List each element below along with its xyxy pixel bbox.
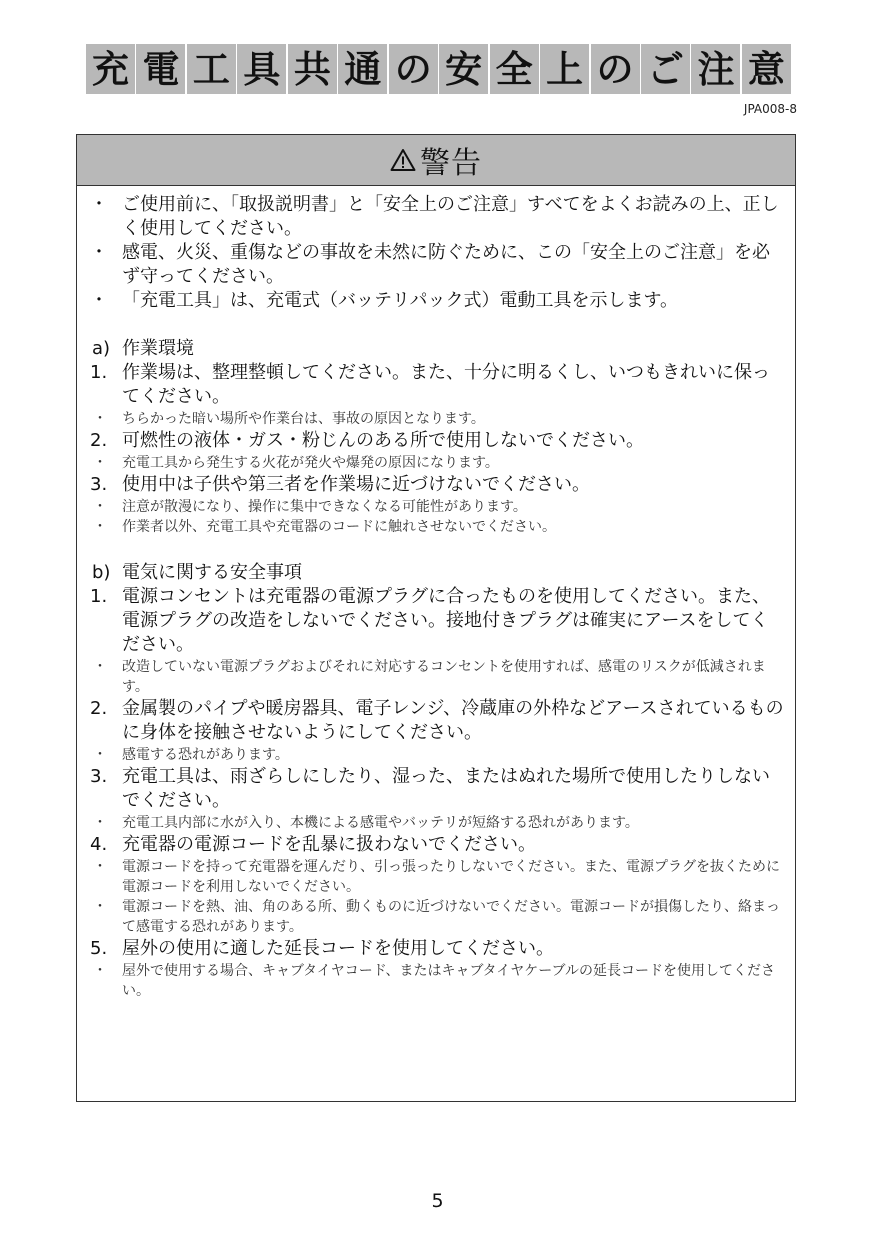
item-number: 2. [90, 430, 108, 451]
title-char: 具 [237, 44, 286, 94]
title-char: 安 [439, 44, 488, 94]
item-text: 使用中は子供や第三者を作業場に近づけないでください。 [122, 474, 590, 495]
title-char: 電 [136, 44, 185, 94]
item-text: 可燃性の液体・ガス・粉じんのある所で使用しないでください。 [122, 430, 644, 451]
bullet-marker: ・ [90, 194, 108, 215]
intro-item [89, 193, 784, 241]
note-marker: ・ [93, 859, 107, 875]
bullet-marker: ・ [90, 290, 108, 311]
warning-box [76, 134, 796, 1102]
section-marker: b) [92, 562, 111, 583]
item-text: 充電工具は、雨ざらしにしたり、湿った、またはぬれた場所で使用したりしないでください。 [122, 766, 770, 811]
numbered-item [89, 429, 784, 453]
note-marker: ・ [93, 963, 107, 979]
note-text: ちらかった暗い場所や作業台は、事故の原因となります。 [122, 411, 485, 427]
title-char: 全 [490, 44, 539, 94]
note-item [89, 813, 784, 833]
note-item [89, 745, 784, 765]
numbered-item [89, 937, 784, 961]
title-char: 工 [187, 44, 236, 94]
item-text: 充電器の電源コードを乱暴に扱わないでください。 [122, 834, 536, 855]
note-text: 充電工具から発生する火花が発火や爆発の原因になります。 [122, 455, 499, 471]
note-item [89, 857, 784, 897]
intro-text: 「充電工具」は、充電式（バッテリパック式）電動工具を示します。 [122, 290, 679, 311]
title-char: 充 [86, 44, 135, 94]
section-marker: a) [92, 338, 111, 359]
warning-triangle-icon [390, 148, 416, 172]
note-marker: ・ [93, 899, 107, 915]
item-text: 作業場は、整理整頓してください。また、十分に明るくし、いつもきれいに保ってください。 [122, 362, 770, 407]
note-marker: ・ [93, 747, 107, 763]
section-heading [89, 337, 784, 361]
note-text: 感電する恐れがあります。 [122, 747, 289, 763]
note-item [89, 497, 784, 517]
note-marker: ・ [93, 411, 107, 427]
note-marker: ・ [93, 455, 107, 471]
note-marker: ・ [93, 499, 107, 515]
document-code: JPA008-8 [743, 102, 797, 116]
numbered-item [89, 765, 784, 813]
intro-text: 感電、火災、重傷などの事故を未然に防ぐために、この「安全上のご注意」を必ず守ってください。 [122, 242, 770, 287]
title-char: ご [641, 44, 690, 94]
note-marker: ・ [93, 815, 107, 831]
note-marker: ・ [93, 519, 107, 535]
note-text: 電源コードを持って充電器を運んだり、引っ張ったりしないでください。また、電源プラグを抜くために電源コードを利用しないでください。 [122, 859, 780, 895]
page-title [86, 44, 791, 94]
item-text: 屋外の使用に適した延長コードを使用してください。 [122, 938, 554, 959]
numbered-item [89, 473, 784, 497]
title-char: の [389, 44, 438, 94]
item-number: 1. [90, 586, 108, 607]
note-text: 作業者以外、充電工具や充電器のコードに触れさせないでください。 [122, 519, 556, 535]
warning-title: 警告 [420, 146, 482, 181]
warning-header [77, 135, 795, 186]
bullet-marker: ・ [90, 242, 108, 263]
title-char: の [591, 44, 640, 94]
numbered-item [89, 833, 784, 857]
note-text: 屋外で使用する場合、キャブタイヤコード、またはキャブタイヤケーブルの延長コードを使用してください。 [122, 963, 775, 999]
title-char: 通 [338, 44, 387, 94]
item-number: 5. [90, 938, 108, 959]
item-text: 電源コンセントは充電器の電源プラグに合ったものを使用してください。また、電源プラグの改造をしないでください。接地付きプラグは確実にアースをしてください。 [122, 586, 770, 655]
title-char: 意 [742, 44, 791, 94]
section-title: 作業環境 [122, 338, 194, 359]
note-text: 注意が散漫になり、操作に集中できなくなる可能性があります。 [122, 499, 527, 515]
section-title: 電気に関する安全事項 [122, 562, 302, 583]
title-char: 共 [288, 44, 337, 94]
numbered-item [89, 697, 784, 745]
note-text: 改造していない電源プラグおよびそれに対応するコンセントを使用すれば、感電のリスクが低減されます。 [122, 659, 766, 695]
item-number: 3. [90, 474, 108, 495]
item-number: 3. [90, 766, 108, 787]
note-item [89, 517, 784, 537]
note-item [89, 657, 784, 697]
note-item [89, 409, 784, 429]
item-number: 2. [90, 698, 108, 719]
title-char: 上 [540, 44, 589, 94]
intro-item [89, 241, 784, 289]
note-marker: ・ [93, 659, 107, 675]
item-number: 1. [90, 362, 108, 383]
note-item [89, 897, 784, 937]
note-text: 電源コードを熱、油、角のある所、動くものに近づけないでください。電源コードが損傷したり、絡まって感電する恐れがあります。 [122, 899, 780, 935]
numbered-item [89, 585, 784, 657]
numbered-item [89, 361, 784, 409]
intro-item [89, 289, 784, 313]
note-item [89, 961, 784, 1001]
note-item [89, 453, 784, 473]
title-char: 注 [691, 44, 740, 94]
note-text: 充電工具内部に水が入り、本機による感電やバッテリが短絡する恐れがあります。 [122, 815, 639, 831]
intro-text: ご使用前に、「取扱説明書」と「安全上のご注意」すべてをよくお読みの上、正しく使用してください。 [122, 194, 779, 239]
warning-content [89, 193, 784, 1001]
item-number: 4. [90, 834, 108, 855]
page-number: 5 [431, 1190, 444, 1212]
item-text: 金属製のパイプや暖房器具、電子レンジ、冷蔵庫の外枠などアースされているものに身体を接触させないようにしてください。 [122, 698, 784, 743]
section-heading [89, 561, 784, 585]
